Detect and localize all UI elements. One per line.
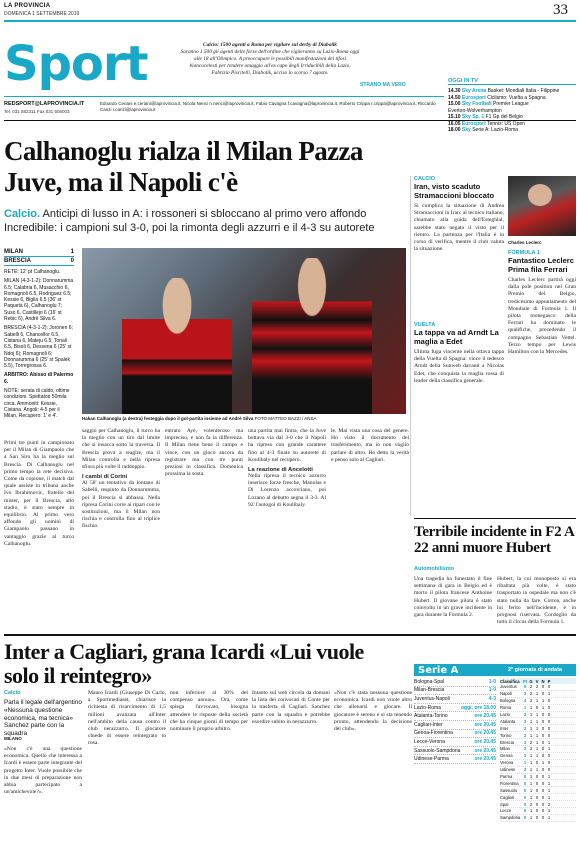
standings-row [500, 691, 576, 698]
main-kicker: Calcio. [4, 208, 41, 220]
away-team: BRESCIA [4, 258, 32, 264]
team-stat: 0 [541, 774, 545, 780]
team-stat: 1 [541, 705, 545, 711]
team-stat: 2 [529, 684, 533, 690]
col-text: saggio per Calhanoglu, il turco ha la meglio con un tiro dal limite che si insacca sotto la traversa. Il Brescia prova a reagire, ma il Milan controlla e nella ripresa sfiora più volte il raddoppio. [82, 428, 160, 471]
team-stat: 2 [547, 801, 551, 807]
referee: ARBITRO: Abisso di Palermo 6. [4, 372, 74, 385]
team-stat: 1 [535, 691, 539, 697]
standings-row [500, 698, 576, 705]
team-name: Genoa [500, 753, 513, 759]
col-text: Al 58' un tentativo da lontano di Sabelli, respinto da Donnarumma, poi il Brescia si abbassa. Nella ripresa Corini corre ai ripari con le sostituzioni, ma il Milan non rischia e controlla fino al triplice fischio. [82, 480, 160, 530]
team-stat: 1 [547, 794, 551, 800]
match: Lecce-Verona [414, 738, 445, 745]
seriea-box [414, 664, 576, 846]
inter-col-2: Mauro Icardi (Giuseppe Di Carlo, a Sportmediaset, chiarisce la richiesta di risarcimento di 1,5 milioni avanzata all'Inter nell'ambito della causa contro il club nerazzurro. Il giocatore chiede di essere reintegrato in rosa. [88, 690, 166, 747]
divider [410, 176, 411, 516]
team-stat: 1 [535, 753, 539, 759]
col-subhead: I cambi di Corini [82, 474, 128, 481]
team-stat: 1 [529, 705, 533, 711]
team-stat: 3 [523, 725, 527, 731]
main-col-3: entrato Ayè, volenteroso ma impreciso, e non fa la differenza. Il Milan tiene bene il campo e vince, con un gioco ancora da registrare ma con tre punti preziosi in classifica. Domenica prossima la sosta. [165, 428, 243, 478]
inter-headline: Inter a Cagliari, grana Icardi «Lui vuole solo il reintegro» [4, 639, 364, 688]
tv-channel: Sky Football [461, 101, 492, 107]
team-stat: 0 [535, 794, 539, 800]
lead-teaser [180, 42, 360, 77]
standings-row [500, 808, 576, 815]
standings-row [500, 815, 576, 822]
team-stat: 1 [529, 760, 533, 766]
tv-desc: Premier League [493, 101, 529, 107]
tv-row [448, 127, 576, 134]
brief-kicker: CALCIO [414, 176, 436, 182]
team-name: Lecce [500, 808, 512, 814]
team-stat: 0 [535, 815, 539, 821]
brief-f1 [508, 250, 576, 356]
results-list [414, 678, 496, 764]
photo-caption [82, 416, 406, 421]
team-stat: 0 [541, 684, 545, 690]
team-stat: 0 [541, 746, 545, 752]
tv-desc: F1 Gp del Belgio [485, 114, 523, 120]
brief-text: Charles Leclerc partirà oggi dalla pole position nel Gran Premio del Belgio, tredicesimo appuntamento del Mondiale di Formula 1. Il pilota monegasco della Ferrari ha dominato le qualifiche, precedendo il compagno Sebastian Vettel. Terzo tempo per Lewis Hamilton con la Mercedes. [508, 277, 576, 356]
team-stat: 0 [523, 808, 527, 814]
team-name: Sampdoria [500, 815, 521, 821]
team-name: Udinese [500, 767, 516, 773]
section-title: Sport [4, 36, 148, 92]
strano-label: STRANO MA VERO [360, 82, 406, 88]
match: Sassuolo-Sampdoria [414, 747, 461, 754]
brief-vuelta [414, 322, 504, 385]
main-sub-text: Anticipi di lusso in A: i rossoneri si sbloccano al primo vero affondo Incredibile: i campioni sul 3-0, poi la rimonta degli azzurri e il 4-3 su autorete [4, 208, 375, 234]
standings-row [500, 787, 576, 794]
team-stat: 2 [529, 739, 533, 745]
home-team-row [4, 248, 74, 257]
team-stat: 0 [541, 732, 545, 738]
match-result: 1-0 [488, 678, 496, 685]
brief-text: Si complica la situazione di Andrea Stramaccioni in Iran: al tecnico italiano, chiamato alla guida dell'Esteghlal, sarebbe stato negato il visto per il rientro. La partenza per l'Italia è in corso di verifica, mentre il club valuta la situazione. [414, 203, 504, 253]
team-stat: 1 [547, 780, 551, 786]
match: Juventus-Napoli [414, 695, 450, 702]
col-text: una partita mai finita, che la Juve buttava via dal 3-0 che il Napoli ha ripreso con grande carattere fino al 4-3 finale su autorete di Koulibaly nel recupero. [248, 428, 326, 463]
standings-col-header: V [535, 678, 539, 684]
team-stat: 1 [535, 725, 539, 731]
result-row [414, 738, 496, 747]
team-stat: 0 [535, 787, 539, 793]
caption-text: Hakan Calhanoglu (a destra) festeggia dopo il gol-partita insieme ad André Silva [82, 416, 254, 421]
team-stat: 0 [535, 760, 539, 766]
team-stat: 0 [541, 794, 545, 800]
lead-title: Calcio: 1500 agenti a Roma per vigilare sul derby di Diabolik [203, 42, 337, 48]
tv-title: OGGI IN TV [448, 78, 576, 85]
tv-time: 15.10 [448, 114, 461, 120]
team-stat: 0 [541, 753, 545, 759]
team-name: Spal [500, 801, 509, 807]
team-stat: 1 [547, 774, 551, 780]
team-stat: 3 [523, 753, 527, 759]
team-stat: 1 [547, 787, 551, 793]
team-stat: 1 [529, 753, 533, 759]
team-stat: 3 [523, 767, 527, 773]
team-stat: 1 [535, 767, 539, 773]
brief-kicker: FORMULA 1 [508, 250, 540, 256]
match-result: ore 20.45 [474, 713, 496, 720]
inter-subhead: Parla il legale dell'argentino «Nessuna questione economica, ma tecnica» Sanchez parte con la squadra [4, 699, 82, 738]
result-row [414, 747, 496, 756]
team-stat: 1 [529, 787, 533, 793]
juve-col-2: le. Mai vista una cosa del genere. Ho visto il documento del trasferimento, ma io non voglio parlare di altro. Ho detto la verità e penso solo al Cagliari. [331, 428, 409, 463]
rule [414, 518, 576, 519]
team-stat: 0 [541, 739, 545, 745]
team-stat: 0 [547, 767, 551, 773]
team-stat: 0 [547, 705, 551, 711]
result-row [414, 755, 496, 764]
match: Cagliari-Inter [414, 721, 443, 728]
home-team: MILAN [4, 249, 23, 255]
team-stat: 0 [547, 712, 551, 717]
result-row [414, 695, 496, 704]
brief-headline: Fantastico Leclerc Prima fila Ferrari [508, 256, 574, 274]
team-name: Atalanta [500, 718, 516, 724]
team-stat: 0 [547, 698, 551, 704]
team-stat: 1 [529, 774, 533, 780]
team-stat: 1 [529, 815, 533, 821]
team-stat: 6 [523, 684, 527, 690]
team-stat: 1 [541, 760, 545, 766]
standings-table [500, 678, 576, 822]
inter-byline: MILANO [4, 736, 22, 741]
leclerc-caption: Charles Leclerc [508, 240, 542, 245]
inter-col-4: Intanto sul web circola da domani la lista dei convocati di Conte per la trasferta di Cagliari. Sanchez parte con la squadra e potrebbe esordire subito in nerazzurro. [252, 690, 330, 725]
team-stat: 1 [529, 794, 533, 800]
team-name: Sassuolo [500, 787, 518, 793]
team-name: Roma [500, 705, 512, 711]
standings-row [500, 746, 576, 753]
brief-headline: Iran, visto scaduto Stramaccioni bloccato [414, 182, 495, 200]
result-row [414, 721, 496, 730]
col-subhead: La reazione di Ancelotti [248, 467, 313, 474]
tv-channel: Eurosport [461, 120, 486, 127]
team-stat: 1 [529, 718, 533, 724]
match-notes: NOTE: serata di caldo, ottime condizioni. Spettatori 50mila circa. Ammoniti: Kessie, Cistana. Angoli: 4-5 per il Milan. Recupero: 1' e 4'. [4, 388, 70, 420]
brief-kicker: VUELTA [414, 322, 436, 328]
team-stat: 0 [541, 767, 545, 773]
team-stat: 0 [541, 787, 545, 793]
standings-col-header: G [529, 678, 533, 684]
f2-headline: Terribile incidente in F2 A 22 anni muore Hubert [414, 524, 574, 556]
result-row [414, 704, 496, 713]
match: Milan-Brescia [414, 687, 445, 694]
team-stat: 2 [535, 684, 539, 690]
main-subhead [4, 208, 404, 235]
team-stat: 0 [547, 753, 551, 759]
match-result: ore 20.45 [474, 738, 496, 745]
team-stat: 3 [523, 746, 527, 752]
team-stat: 0 [547, 718, 551, 724]
f2-kicker: Automobilismo [414, 566, 455, 572]
tv-desc: Tennis: US Open [487, 120, 525, 127]
team-name: Parma [500, 774, 513, 780]
team-stat: 0 [523, 815, 527, 821]
team-name: Juventus [500, 684, 517, 690]
team-stat: 1 [547, 808, 551, 814]
standings-row [500, 718, 576, 725]
team-stat: 0 [523, 787, 527, 793]
standings-col-header: P [547, 678, 551, 684]
issue-date: DOMENICA 1 SETTEMBRE 2019 [4, 11, 80, 17]
team-stat: 1 [547, 815, 551, 821]
match-result: ore 20.45 [474, 721, 496, 728]
team-stat: 0 [547, 684, 551, 690]
standings-row [500, 801, 576, 808]
standings-row [500, 705, 576, 712]
team-name: Cagliari [500, 794, 515, 800]
team-stat: 2 [529, 698, 533, 704]
home-goals: 1 [70, 249, 74, 255]
team-stat: 1 [535, 712, 539, 717]
team-stat: 0 [541, 725, 545, 731]
standings-col-header: N [541, 678, 545, 684]
rule [4, 634, 576, 636]
tv-time: 16.05 [448, 120, 461, 127]
tv-time: 15.00 [448, 101, 461, 107]
tv-desc: Everton-Wolverhampton [448, 107, 502, 114]
team-stat: 1 [547, 739, 551, 745]
paper-name: LA PROVINCIA [4, 3, 51, 9]
team-stat: 0 [535, 705, 539, 711]
team-name: Torino [500, 732, 512, 738]
team-stat: 1 [547, 746, 551, 752]
match: Lazio-Roma [414, 704, 441, 711]
score-box [4, 248, 74, 420]
redazione-email[interactable]: REDSPORT@LAPROVINCIA.IT [4, 101, 85, 107]
standings-row [500, 774, 576, 781]
team-stat: 2 [529, 691, 533, 697]
standings-row [500, 760, 576, 767]
away-team-row [4, 257, 74, 266]
tv-desc: Serie A: Lazio-Roma [472, 127, 519, 133]
standings-row [500, 767, 576, 774]
team-stat: 0 [541, 718, 545, 724]
brescia-lineup: BRESCIA (4-3-1-2): Joronen 6; Sabelli 6, Chancellor 6.5, Cistana 6, Mateju 6.5; Tonali 6.5, Bisoli 6, Dessena 6 (25' st Ndoj 6); Romagnoli 6; Donnarumma 6 (25' st Spalek 5.5), Torregrossa 6. [4, 325, 73, 370]
standings-row [500, 739, 576, 746]
team-stat: 0 [547, 760, 551, 766]
team-stat: 1 [523, 705, 527, 711]
team-stat: 0 [541, 815, 545, 821]
tv-channel: Eurosport [461, 94, 486, 101]
brief-text: Ultima fuga vincente nella ottava tappa della Vuelta di Spagna: vince il tedesco Arndt della Sunweb davanti a Nicolas Edet, che conquista la maglia rossa di leader della classifica generale. [414, 349, 504, 384]
standings-row [500, 794, 576, 801]
tv-desc: Ciclismo: Vuelta a Spagna [487, 94, 546, 101]
standings-row [500, 732, 576, 739]
tv-time: 14.30 [448, 88, 461, 94]
team-stat: 1 [535, 698, 539, 704]
page-number: 33 [553, 2, 568, 18]
inter-kicker: Calcio [4, 690, 21, 696]
team-stat: 0 [547, 725, 551, 731]
team-stat: 0 [541, 691, 545, 697]
team-stat: 2 [529, 801, 533, 807]
inter-col-1: «Non c'è una questione economica. Quello che interessa a Icardi è essere parte integrante del progetto Inter. Vuole possibile che in due mesi di preparazione non abbia partecipato a un'amichevole?». [4, 746, 82, 796]
result-row [414, 712, 496, 721]
team-stat: 1 [547, 691, 551, 697]
player-figure [122, 278, 232, 414]
team-stat: 0 [535, 808, 539, 814]
match-result: ore 20.45 [474, 747, 496, 754]
team-name: Fiorentina [500, 780, 519, 786]
brief-headline: La tappa va ad Arndt La maglia a Edet [414, 328, 499, 346]
standings-col-header: Pt [522, 678, 528, 684]
team-stat: 1 [529, 767, 533, 773]
photo-credit: FOTO MATTEO BAZZI / ANSA [254, 416, 317, 421]
player-figure [252, 258, 372, 414]
tv-channel: Sky Arena [461, 88, 487, 94]
standings-col-header: Classifica [500, 678, 520, 684]
milan-lineup: MILAN (4-3-1-2): Donnarumma 6.5; Calabria 6, Musacchio 6, Romagnoli 6.5, Rodriguez 6.5; Kessie 6, Biglia 6.5 (36' st Paquetà 6), Calhanoglu 7; Suso 6, Castillejo 6 (16' st Rebic 6), André Silva 6. [4, 278, 74, 323]
team-stat: 1 [535, 718, 539, 724]
team-name: Lazio [500, 712, 511, 717]
result-row [414, 730, 496, 739]
tv-channel: Sky [461, 127, 471, 133]
team-name: Napoli [500, 691, 512, 697]
team-stat: 3 [523, 739, 527, 745]
staff-contacts: Edoardo Ceriani e.ceriani@laprovincia.it, Nicola Nenci n.nenci@laprovincia.it, Fabio Cavagna f.cavagna@laprovincia.it, Roberto Crippa r.crippa@laprovincia.it, Riccardo Canzi r.canzi@laprovincia.it [100, 101, 436, 112]
match: Genoa-Fiorentina [414, 730, 453, 737]
main-col-2 [82, 428, 160, 531]
f2-col-1: Una tragedia ha funestato il fine settimana di gara in Belgio ed è morto il pilota francese Anthoine Hubert. Il giovane pilota è stato coinvolto in un grave incidente in gara durante la Formula 2. [414, 576, 492, 619]
leclerc-photo [508, 176, 576, 236]
team-name: Verona [500, 760, 514, 766]
redazione-phone: Tel. 031 582311 Fax 031 505003 [4, 109, 70, 114]
team-stat: 1 [535, 732, 539, 738]
team-stat: 0 [535, 780, 539, 786]
juve-col-1 [248, 428, 326, 509]
match-result: ore 20.45 [474, 730, 496, 737]
team-stat: 0 [523, 801, 527, 807]
seriea-header [414, 664, 576, 676]
team-stat: 0 [541, 780, 545, 786]
standings-row [500, 684, 576, 691]
tv-channel: Sky Sp. 1 [461, 114, 485, 120]
standings-row [500, 712, 576, 719]
team-stat: 0 [523, 794, 527, 800]
team-stat: 0 [541, 801, 545, 807]
match: Atalanta-Torino [414, 713, 448, 720]
team-stat: 1 [523, 760, 527, 766]
tv-time: 14.50 [448, 94, 461, 101]
standings-row [500, 780, 576, 787]
team-stat: 1 [529, 725, 533, 731]
result-row [414, 678, 496, 687]
team-stat: 0 [523, 774, 527, 780]
team-stat: 3 [523, 691, 527, 697]
header-rule [4, 20, 576, 22]
result-row [414, 687, 496, 696]
team-stat: 1 [529, 808, 533, 814]
team-stat: 1 [535, 739, 539, 745]
team-stat: 3 [523, 732, 527, 738]
inter-col-3: non inferiore al 30% del compenso annuo». Ora, come spiega l'avvocato, bisogna attendere le risposte della società che ha cinque giorni di tempo per nominare il proprio arbitro. [170, 690, 248, 733]
match-result: 4-3 [488, 695, 496, 702]
seriea-logo: Serie A [418, 664, 459, 676]
team-name: Milan [500, 746, 511, 752]
standings-row [500, 753, 576, 760]
match: Bologna-Spal [414, 678, 445, 685]
team-name: Brescia [500, 739, 514, 745]
inter-col-5: «Non c'è stata nessuna questione economica. Icardi non vuole altro che allenarsi e giocare. Il giocatore è sereno e si sta tenendo pronto, attendendo la decisione del club». [334, 690, 412, 733]
col-text: Nella ripresa il tecnico azzurro inserisce forze fresche, Manolas e Di Lorenzo accorciano, poi Lozano al debutto segna il 3-3. Al 92' l'autogol di Koulibaly. [248, 473, 326, 508]
match-result: oggi, ore 18.00 [460, 704, 496, 711]
team-stat: 0 [523, 780, 527, 786]
match-result: ore 20.45 [474, 756, 496, 763]
team-name: Inter [500, 725, 509, 731]
team-stat: 3 [523, 718, 527, 724]
round-label: 2ª giornata di andata [508, 667, 562, 673]
team-stat: 0 [535, 801, 539, 807]
team-stat: 0 [541, 712, 545, 717]
team-stat: 1 [529, 732, 533, 738]
standings-row [500, 725, 576, 732]
team-stat: 2 [529, 746, 533, 752]
f2-col-2: Hubert, la cui monoposto si era ribaltata più volte, è stato trasportato in ospedale ma non c'è stato nulla da fare. Correa, anche lui ferito nell'incidente, è in prognosi riservata. Cordoglio da tutto il circus della Formula 1. [497, 576, 576, 626]
team-stat: 4 [523, 698, 527, 704]
team-stat: 1 [535, 746, 539, 752]
tv-desc: Basket: Mondiali Italia - Filippine [487, 88, 560, 94]
team-stat: 0 [547, 732, 551, 738]
scorers: RETE: 12' pt Calhanoglu. [4, 269, 61, 275]
match-result: 1-0 [488, 687, 496, 694]
team-stat: 0 [535, 774, 539, 780]
team-stat: 1 [529, 780, 533, 786]
rule [4, 96, 444, 97]
brief-iran [414, 176, 504, 253]
tv-time: 18.00 [448, 127, 461, 133]
team-stat: 0 [541, 808, 545, 814]
tv-listings [448, 78, 576, 134]
main-col-1: Primi tre punti in campionato per il Milan di Giampaolo che a San Siro ha la meglio sul Brescia. Di Calhanoglu nel primo tempo la rete decisiva. Come da copione, il match dal quale assiste in tribuna anche Ivo Ibrahimovic, fratello del mister, per il Brescia, allo stadio, è stato sempre in equilibrio. Al primo vero affondo gli uomini di Giampaolo passano in vantaggio grazie al turco Calhanoglu. [4, 440, 74, 547]
match: Udinese-Parma [414, 756, 449, 763]
team-stat: 3 [523, 712, 527, 717]
main-photo [82, 248, 406, 414]
team-stat: 1 [541, 698, 545, 704]
rule [4, 120, 576, 121]
team-stat: 1 [529, 712, 533, 717]
away-goals: 0 [70, 258, 74, 264]
lead-text: Saranno 1.500 gli agenti delle forze dell'ordine che vigileranno su Lazio-Roma oggi alle 18 all'Olimpico. A preoccupare le possibili manifestazioni dei tifosi biancocelesti per rendere omaggio all'ex capo degli Irriducibili della Lazio, Fabrizio Piscitelli, Diabolik, ucciso lo scorso 7 agosto. [180, 49, 360, 76]
team-name: Bologna [500, 698, 516, 704]
main-headline: Calhanoglu rialza il Milan Pazza Juve, ma il Napoli c'è [4, 136, 363, 197]
